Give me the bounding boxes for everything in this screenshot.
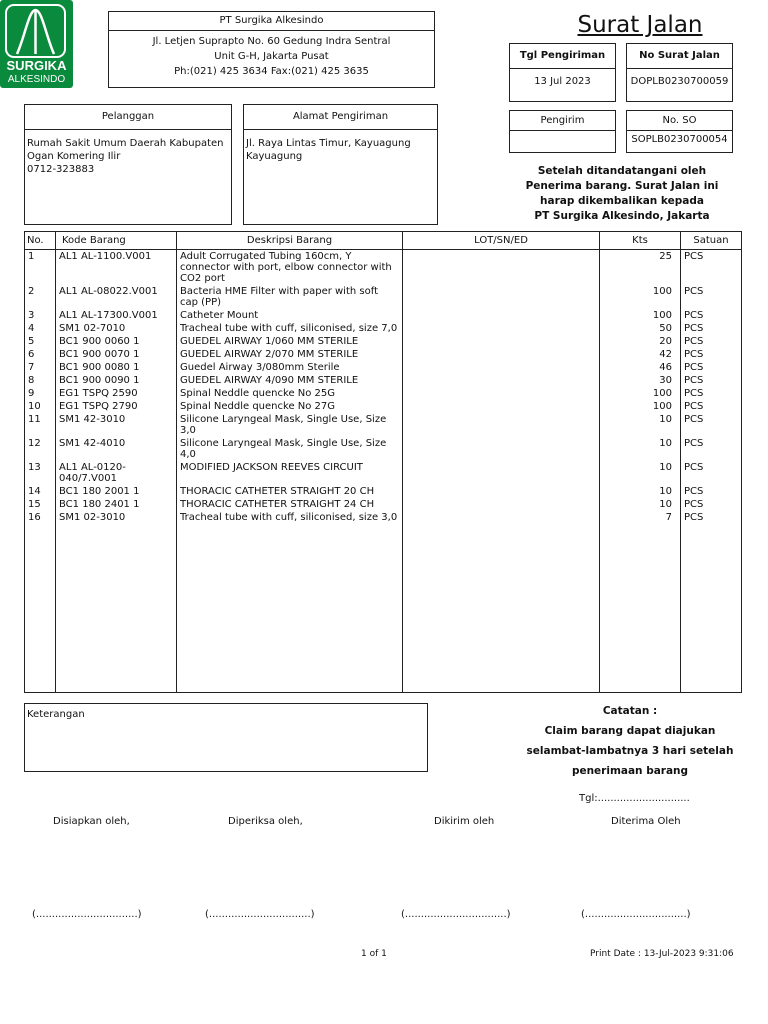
- tgl-signature-line: Tgl:.............................: [579, 793, 690, 804]
- table-row: [25, 250, 742, 286]
- cell-satuan: PCS: [681, 498, 742, 511]
- alamat-line: Kayuagung: [246, 151, 303, 162]
- cell-satuan: PCS: [681, 400, 742, 413]
- cell-kode: AL1 AL-1100.V001: [56, 250, 177, 286]
- cell-no: 13: [25, 461, 56, 485]
- cell-kode: BC1 900 0070 1: [56, 348, 177, 361]
- cell-deskripsi: Adult Corrugated Tubing 160cm, Y connector with port, elbow connector with CO2 port: [177, 250, 403, 286]
- document-title: Surat Jalan: [577, 12, 703, 38]
- cell-lot: [403, 400, 600, 413]
- signature-label-diperiksa: Diperiksa oleh,: [228, 816, 303, 827]
- cell-satuan: PCS: [681, 348, 742, 361]
- cell-no: 2: [25, 285, 56, 309]
- signature-label-dikirim: Dikirim oleh: [434, 816, 495, 827]
- cell-satuan: PCS: [681, 374, 742, 387]
- signature-label-disiapkan: Disiapkan oleh,: [53, 816, 130, 827]
- cell-lot: [403, 374, 600, 387]
- logo-emblem: [5, 4, 66, 58]
- cell-lot: [403, 309, 600, 322]
- cell-kts: 42: [600, 348, 681, 361]
- cell-kode: SM1 02-3010: [56, 511, 177, 524]
- alamat-pengiriman-label: Alamat Pengiriman: [244, 105, 437, 130]
- cell-deskripsi: Bacteria HME Filter with paper with soft cap (PP): [177, 285, 403, 309]
- empty-cell: [177, 524, 403, 693]
- table-row: [25, 511, 742, 524]
- cell-kts: 10: [600, 498, 681, 511]
- no-so-value: SOPLB0230700054: [631, 134, 728, 145]
- page-number: 1 of 1: [361, 949, 387, 959]
- no-surat-jalan-label: No Surat Jalan: [627, 44, 732, 69]
- cell-lot: [403, 348, 600, 361]
- no-surat-jalan-value: DOPLB0230700059: [630, 76, 729, 87]
- cell-no: 14: [25, 485, 56, 498]
- cell-kode: BC1 900 0090 1: [56, 374, 177, 387]
- catatan-block: [515, 701, 745, 781]
- cell-lot: [403, 387, 600, 400]
- cell-kode: SM1 02-7010: [56, 322, 177, 335]
- cell-no: 7: [25, 361, 56, 374]
- cell-no: 10: [25, 400, 56, 413]
- table-row: [25, 413, 742, 437]
- cell-lot: [403, 335, 600, 348]
- cell-kode: BC1 180 2401 1: [56, 498, 177, 511]
- pelanggan-line: Rumah Sakit Umum Daerah Kabupaten: [27, 138, 224, 149]
- col-header-no: No.: [25, 232, 56, 250]
- table-row: [25, 361, 742, 374]
- pengirim-box: [509, 110, 616, 153]
- empty-cell: [403, 524, 600, 693]
- cell-deskripsi: Catheter Mount: [177, 309, 403, 322]
- cell-lot: [403, 485, 600, 498]
- cell-kode: BC1 900 0080 1: [56, 361, 177, 374]
- cell-satuan: PCS: [681, 361, 742, 374]
- pengirim-label: Pengirim: [510, 111, 615, 131]
- cell-kode: SM1 42-4010: [56, 437, 177, 461]
- notice-line: harap dikembalikan kepada: [540, 195, 704, 207]
- cell-kts: 10: [600, 437, 681, 461]
- cell-satuan: PCS: [681, 285, 742, 309]
- cell-satuan: PCS: [681, 309, 742, 322]
- cell-lot: [403, 285, 600, 309]
- cell-no: 9: [25, 387, 56, 400]
- cell-no: 1: [25, 250, 56, 286]
- cell-kode: SM1 42-3010: [56, 413, 177, 437]
- logo-text: SURGIKA: [6, 58, 67, 73]
- cell-kts: 100: [600, 309, 681, 322]
- cell-deskripsi: THORACIC CATHETER STRAIGHT 24 CH: [177, 498, 403, 511]
- company-logo: [0, 0, 73, 88]
- cell-lot: [403, 322, 600, 335]
- signature-label-diterima: Diterima Oleh: [611, 816, 681, 827]
- no-surat-jalan-box: [626, 43, 733, 102]
- cell-kode: AL1 AL-17300.V001: [56, 309, 177, 322]
- cell-satuan: PCS: [681, 511, 742, 524]
- cell-no: 6: [25, 348, 56, 361]
- catatan-line: selambat-lambatnya 3 hari setelah: [526, 745, 734, 757]
- cell-kts: 10: [600, 485, 681, 498]
- cell-kts: 10: [600, 413, 681, 437]
- cell-kode: AL1 AL-08022.V001: [56, 285, 177, 309]
- empty-cell: [600, 524, 681, 693]
- alamat-line: Jl. Raya Lintas Timur, Kayuagung: [246, 138, 411, 149]
- table-row: [25, 485, 742, 498]
- cell-satuan: PCS: [681, 250, 742, 286]
- no-so-label: No. SO: [627, 111, 732, 131]
- cell-deskripsi: GUEDEL AIRWAY 1/060 MM STERILE: [177, 335, 403, 348]
- table-row: [25, 387, 742, 400]
- col-header-kts: Kts: [600, 232, 681, 250]
- cell-satuan: PCS: [681, 322, 742, 335]
- cell-deskripsi: Tracheal tube with cuff, siliconised, size 3,0: [177, 511, 403, 524]
- notice-line: PT Surgika Alkesindo, Jakarta: [534, 210, 710, 222]
- cell-kts: 50: [600, 322, 681, 335]
- cell-no: 15: [25, 498, 56, 511]
- cell-no: 12: [25, 437, 56, 461]
- company-address-line1: Jl. Letjen Suprapto No. 60 Gedung Indra Sentral: [152, 36, 391, 47]
- table-row: [25, 461, 742, 485]
- company-info-box: [108, 11, 435, 88]
- table-row: [25, 335, 742, 348]
- cell-lot: [403, 413, 600, 437]
- cell-kode: EG1 TSPQ 2790: [56, 400, 177, 413]
- pelanggan-line: 0712-323883: [27, 164, 95, 175]
- table-row: [25, 285, 742, 309]
- cell-lot: [403, 361, 600, 374]
- cell-deskripsi: THORACIC CATHETER STRAIGHT 20 CH: [177, 485, 403, 498]
- col-header-deskripsi: Deskripsi Barang: [177, 232, 403, 250]
- cell-satuan: PCS: [681, 387, 742, 400]
- catatan-title: Catatan :: [602, 705, 658, 717]
- empty-cell: [56, 524, 177, 693]
- print-date: Print Date : 13-Jul-2023 9:31:06: [590, 949, 734, 959]
- cell-lot: [403, 461, 600, 485]
- cell-deskripsi: GUEDEL AIRWAY 2/070 MM STERILE: [177, 348, 403, 361]
- cell-deskripsi: Tracheal tube with cuff, siliconised, size 7,0: [177, 322, 403, 335]
- cell-kode: EG1 TSPQ 2590: [56, 387, 177, 400]
- table-row: [25, 374, 742, 387]
- cell-satuan: PCS: [681, 485, 742, 498]
- notice-line: Penerima barang. Surat Jalan ini: [525, 180, 719, 192]
- empty-cell: [681, 524, 742, 693]
- cell-satuan: PCS: [681, 413, 742, 437]
- cell-deskripsi: Silicone Laryngeal Mask, Single Use, Size 4,0: [177, 437, 403, 461]
- empty-cell: [25, 524, 56, 693]
- company-address-line2: Unit G-H, Jakarta Pusat: [214, 51, 329, 62]
- signature-blank-dikirim: (................................): [401, 909, 511, 920]
- cell-no: 5: [25, 335, 56, 348]
- cell-kode: BC1 180 2001 1: [56, 485, 177, 498]
- cell-kts: 10: [600, 461, 681, 485]
- catatan-line: Claim barang dapat diajukan: [544, 725, 716, 737]
- cell-no: 8: [25, 374, 56, 387]
- table-row: [25, 348, 742, 361]
- cell-deskripsi: Silicone Laryngeal Mask, Single Use, Size 3,0: [177, 413, 403, 437]
- signature-blank-diperiksa: (................................): [205, 909, 315, 920]
- cell-kts: 30: [600, 374, 681, 387]
- table-row: [25, 437, 742, 461]
- pelanggan-line: Ogan Komering Ilir: [27, 151, 121, 162]
- cell-kode: BC1 900 0060 1: [56, 335, 177, 348]
- cell-kts: 100: [600, 387, 681, 400]
- cell-lot: [403, 511, 600, 524]
- pelanggan-label: Pelanggan: [25, 105, 231, 130]
- signature-blank-diterima: (................................): [581, 909, 691, 920]
- tgl-pengiriman-box: [509, 43, 616, 102]
- cell-kts: 25: [600, 250, 681, 286]
- col-header-satuan: Satuan: [681, 232, 742, 250]
- keterangan-box: [24, 703, 428, 772]
- tgl-pengiriman-label: Tgl Pengiriman: [510, 44, 615, 69]
- cell-kode: AL1 AL-0120-040/7.V001: [56, 461, 177, 485]
- notice-line: Setelah ditandatangani oleh: [537, 165, 707, 177]
- table-row: [25, 400, 742, 413]
- return-notice: [508, 164, 736, 224]
- keterangan-label: Keterangan: [27, 709, 85, 720]
- table-row: [25, 498, 742, 511]
- cell-kts: 20: [600, 335, 681, 348]
- cell-satuan: PCS: [681, 461, 742, 485]
- cell-deskripsi: Spinal Neddle quencke No 25G: [177, 387, 403, 400]
- cell-no: 11: [25, 413, 56, 437]
- items-table: [24, 231, 742, 693]
- no-so-box: [626, 110, 733, 153]
- table-row: [25, 322, 742, 335]
- cell-deskripsi: MODIFIED JACKSON REEVES CIRCUIT: [177, 461, 403, 485]
- col-header-kode: Kode Barang: [56, 232, 177, 250]
- tgl-pengiriman-value: 13 Jul 2023: [534, 76, 591, 87]
- alamat-pengiriman-box: [243, 104, 438, 225]
- table-header-row: [25, 232, 742, 250]
- cell-lot: [403, 437, 600, 461]
- table-filler-row: [25, 524, 742, 693]
- cell-kts: 7: [600, 511, 681, 524]
- signature-blank-disiapkan: (................................): [32, 909, 142, 920]
- cell-kts: 46: [600, 361, 681, 374]
- cell-lot: [403, 498, 600, 511]
- cell-no: 16: [25, 511, 56, 524]
- col-header-lot: LOT/SN/ED: [403, 232, 600, 250]
- table-row: [25, 309, 742, 322]
- cell-deskripsi: GUEDEL AIRWAY 4/090 MM STERILE: [177, 374, 403, 387]
- cell-kts: 100: [600, 400, 681, 413]
- catatan-line: penerimaan barang: [571, 765, 689, 777]
- cell-no: 3: [25, 309, 56, 322]
- cell-deskripsi: Guedel Airway 3/080mm Sterile: [177, 361, 403, 374]
- cell-satuan: PCS: [681, 335, 742, 348]
- company-contact: Ph:(021) 425 3634 Fax:(021) 425 3635: [174, 66, 369, 77]
- cell-no: 4: [25, 322, 56, 335]
- cell-lot: [403, 250, 600, 286]
- cell-deskripsi: Spinal Neddle quencke No 27G: [177, 400, 403, 413]
- company-name: PT Surgika Alkesindo: [109, 12, 434, 31]
- cell-satuan: PCS: [681, 437, 742, 461]
- logo-subtext: ALKESINDO: [7, 74, 66, 85]
- pelanggan-box: [24, 104, 232, 225]
- cell-kts: 100: [600, 285, 681, 309]
